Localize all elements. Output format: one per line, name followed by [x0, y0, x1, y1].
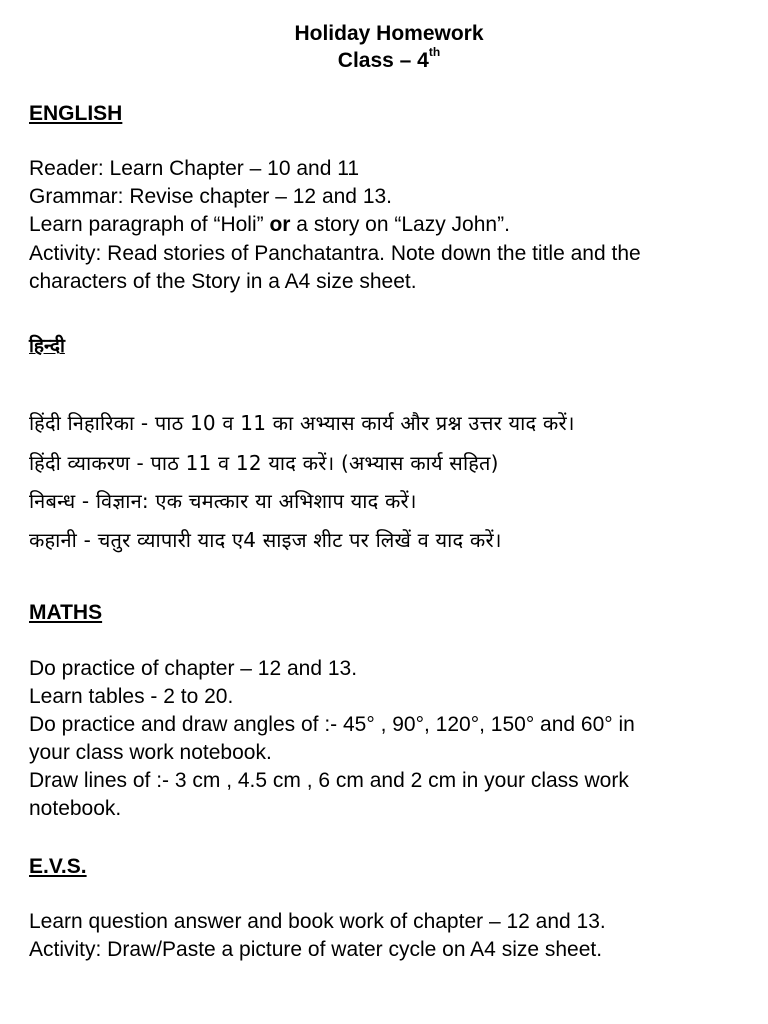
class-label-text: Class – 4 [337, 49, 429, 72]
english-paragraph-or: or [269, 213, 291, 236]
hindi-line-vyakaran: हिंदी व्याकरण - पाठ 11 व 12 याद करें। (अभ्यास कार्य सहित) [29, 451, 499, 475]
english-activity-line: Activity: Read stories of Panchatantra. Note down the title and the [29, 242, 641, 265]
maths-angles-line-cont: your class work notebook. [29, 741, 272, 764]
document-title: Holiday Homework [294, 22, 484, 45]
class-label-superscript: th [428, 45, 441, 59]
maths-tables-line: Learn tables - 2 to 20. [29, 685, 234, 708]
evs-activity-line: Activity: Draw/Paste a picture of water cycle on A4 size sheet. [29, 938, 603, 961]
evs-question-line: Learn question answer and book work of chapter – 12 and 13. [29, 910, 606, 933]
english-paragraph-before: Learn paragraph of “Holi” [29, 213, 270, 236]
hindi-heading: हिन्दी [29, 335, 65, 357]
english-reader-line: Reader: Learn Chapter – 10 and 11 [29, 157, 360, 180]
class-label [0, 45, 768, 74]
english-paragraph-line [29, 211, 510, 239]
evs-heading: E.V.S. [29, 855, 87, 878]
english-heading: ENGLISH [29, 102, 123, 125]
maths-practice-line: Do practice of chapter – 12 and 13. [29, 657, 358, 680]
maths-angles-line: Do practice and draw angles of :- 45° , 90°, 120°, 150° and 60° in [29, 713, 635, 736]
hindi-line-kahani: कहानी - चतुर व्यापारी याद ए4 साइज शीट पर लिखें व याद करें। [29, 528, 502, 552]
english-grammar-line: Grammar: Revise chapter – 12 and 13. [29, 185, 393, 208]
hindi-line-nihārikā: हिंदी निहारिका - पाठ 10 व 11 का अभ्यास कार्य और प्रश्न उत्तर याद करें। [29, 411, 575, 435]
maths-lines-line: Draw lines of :- 3 cm , 4.5 cm , 6 cm and 2 cm in your class work [29, 769, 629, 792]
english-paragraph-after: a story on “Lazy John”. [290, 213, 510, 236]
maths-heading: MATHS [29, 601, 103, 624]
maths-lines-line-cont: notebook. [29, 797, 122, 820]
hindi-line-nibandh: निबन्ध - विज्ञान: एक चमत्कार या अभिशाप याद करें। [29, 489, 417, 513]
english-activity-line-cont: characters of the Story in a A4 size sheet. [29, 270, 417, 293]
